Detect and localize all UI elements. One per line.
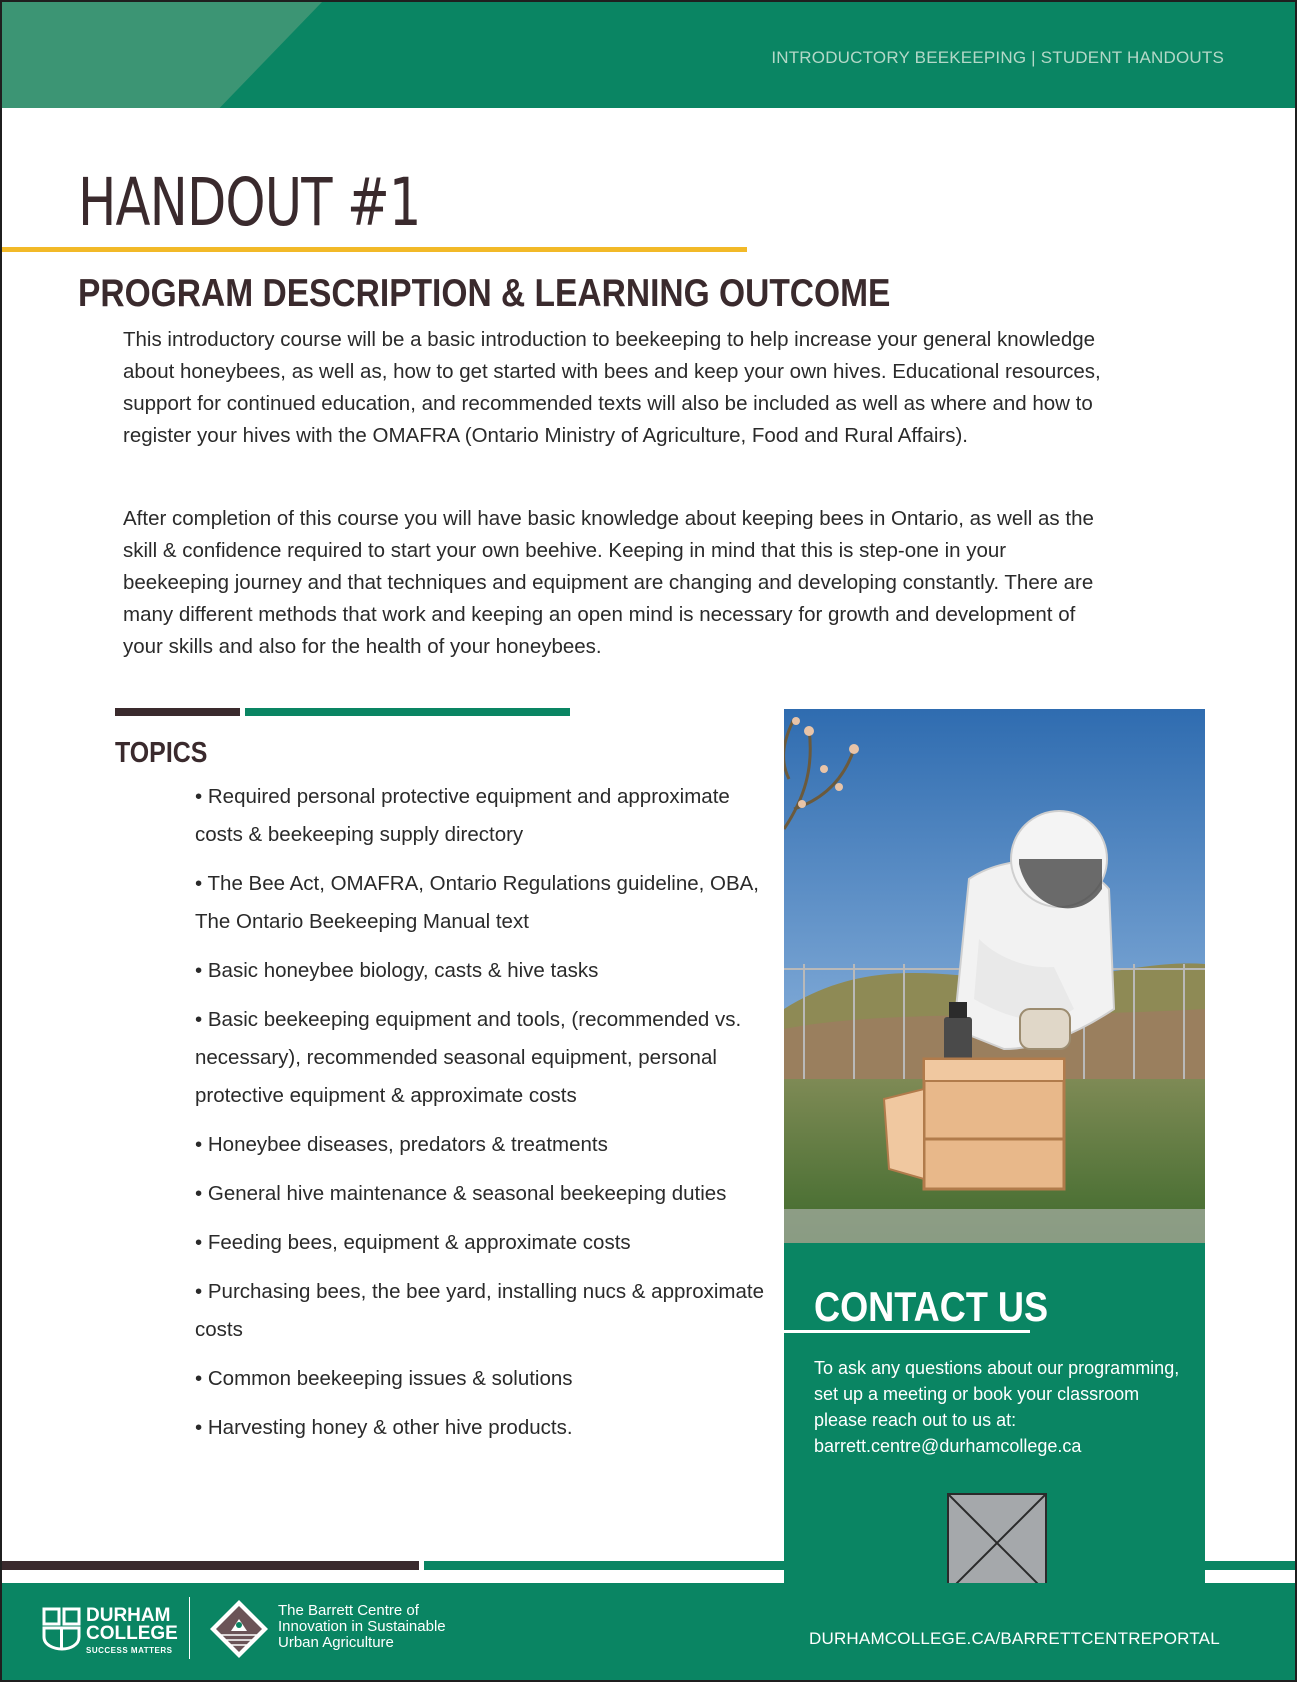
topics-list: [195, 778, 765, 1458]
beekeeper-illustration: [784, 709, 1205, 1243]
footer-divider-green: [424, 1561, 784, 1570]
durham-college-logo-icon: [42, 1607, 82, 1651]
header-triangle: [2, 2, 322, 108]
topic-item: • Basic honeybee biology, casts & hive tasks: [195, 952, 765, 990]
footer-separator: [189, 1597, 190, 1659]
topic-item: • Required personal protective equipment and approximate costs & beekeeping supply directory: [195, 778, 765, 854]
footer-divider-green-right: [1205, 1561, 1297, 1570]
footer: [2, 1583, 1297, 1682]
image-placeholder-icon: [947, 1493, 1047, 1593]
topic-item: • Purchasing bees, the bee yard, installing nucs & approximate costs: [195, 1273, 765, 1349]
topics-divider-dark: [115, 708, 240, 716]
header-text: INTRODUCTORY BEEKEEPING | STUDENT HANDOUTS: [771, 48, 1224, 67]
portal-url-link[interactable]: DURHAMCOLLEGE.CA/BARRETTCENTREPORTAL: [809, 1629, 1220, 1648]
beekeeper-photo: [784, 709, 1205, 1243]
header-band: [2, 2, 1297, 108]
college-name: [86, 1607, 178, 1643]
section-subtitle: PROGRAM DESCRIPTION & LEARNING OUTCOME: [78, 272, 891, 315]
topic-item: • Basic beekeeping equipment and tools, (recommended vs. necessary), recommended seasonal equipment, personal protective equipment & approximate costs: [195, 1001, 765, 1115]
topic-item: • Honeybee diseases, predators & treatments: [195, 1126, 765, 1164]
college-tagline: SUCCESS MATTERS: [86, 1646, 173, 1655]
college-name-line1: DURHAM: [86, 1605, 171, 1626]
barrett-centre-name: The Barrett Centre of Innovation in Sustainable Urban Agriculture: [278, 1602, 446, 1651]
page-title: HANDOUT #1: [78, 164, 421, 241]
contact-text: To ask any questions about our programming, set up a meeting or book your classroom please reach out to us at: barrett.centre@durhamcollege.ca: [814, 1358, 1180, 1456]
topic-item: • General hive maintenance & seasonal beekeeping duties: [195, 1175, 765, 1213]
topic-item: • Feeding bees, equipment & approximate costs: [195, 1224, 765, 1262]
topic-item: • Harvesting honey & other hive products.: [195, 1409, 765, 1447]
college-name-line2: COLLEGE: [86, 1623, 178, 1644]
title-underline: [2, 247, 747, 252]
contact-underline: [784, 1330, 1030, 1333]
topics-divider-green: [245, 708, 570, 716]
contact-heading: CONTACT US: [814, 1283, 1049, 1330]
topic-item: • The Bee Act, OMAFRA, Ontario Regulations guideline, OBA, The Ontario Beekeeping Manual text: [195, 865, 765, 941]
topic-item: • Common beekeeping issues & solutions: [195, 1360, 765, 1398]
topics-heading: TOPICS: [115, 737, 208, 769]
outcome-paragraph: After completion of this course you will have basic knowledge about keeping bees in Ontario, as well as the skill & confidence required to start your own beehive. Keeping in mind that this is step-one in your beekeeping journey and that techniques and equipment are changing and developing constantly. There are many different methods that work and keeping an open mind is necessary for growth and development of your skills and also for the health of your honeybees.: [123, 507, 1094, 658]
barrett-centre-logo-icon: [207, 1597, 271, 1661]
intro-paragraph: This introductory course will be a basic introduction to beekeeping to help increase your general knowledge about honeybees, as well as, how to get started with bees and keep your own hives. Educational resources, support for continued education, and recommended texts will also be included as well as where and how to register your hives with the OMAFRA (Ontario Ministry of Agriculture, Food and Rural Affairs).: [123, 328, 1101, 447]
footer-divider-dark: [2, 1561, 419, 1570]
